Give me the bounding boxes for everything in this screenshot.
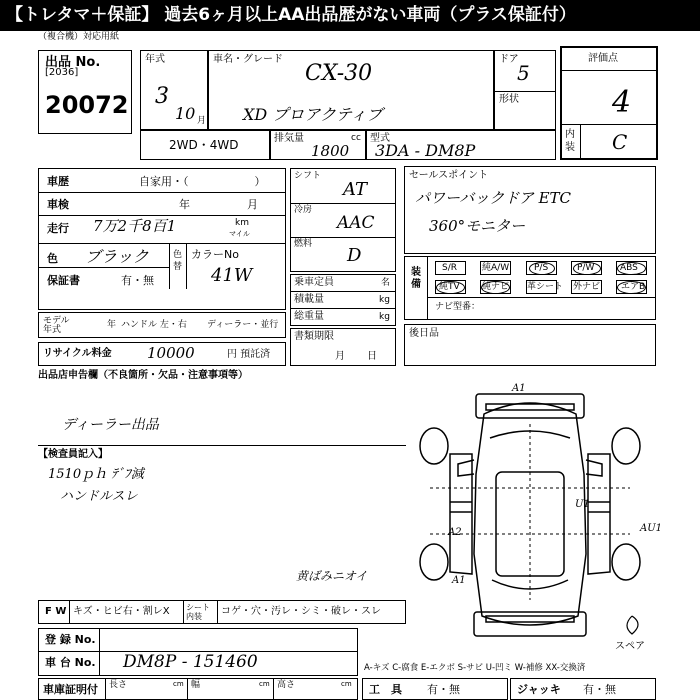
height-cm: cm bbox=[341, 680, 352, 688]
cc-label: 排気量 bbox=[274, 133, 304, 144]
year-value: 3 bbox=[155, 84, 169, 109]
shaken-label: 車検 bbox=[47, 198, 69, 211]
tools-options: 有・無 bbox=[427, 683, 460, 696]
registration-box bbox=[38, 628, 358, 676]
color-value: ブラック bbox=[85, 247, 149, 266]
lot-number: 20072 bbox=[45, 91, 129, 119]
drive-value: 2WD・4WD bbox=[169, 138, 239, 152]
fw-label: F W bbox=[45, 606, 67, 617]
inspector-note-1: 1510ｐｈ ﾃﾞﾌ減 bbox=[48, 467, 144, 482]
period-unit: 月日 bbox=[335, 351, 399, 362]
interior-value: C bbox=[612, 130, 628, 154]
history-label: 車歴 bbox=[47, 175, 69, 188]
equip-ps: P/S bbox=[526, 261, 557, 275]
equip-tv: 純TV bbox=[435, 280, 466, 294]
jack-options: 有・無 bbox=[583, 683, 616, 696]
type-label: 型式 bbox=[370, 133, 390, 144]
doors-box bbox=[494, 50, 556, 130]
load-unit: kg bbox=[379, 295, 390, 305]
report-note: ディーラー出品 bbox=[62, 417, 159, 433]
seat-label: シート内装 bbox=[186, 603, 210, 621]
fuel-value: D bbox=[347, 245, 362, 266]
cc-box bbox=[270, 130, 366, 160]
color-change-label: 色替 bbox=[173, 250, 183, 272]
seat-options: コゲ・穴・汚レ・シミ・破レ・スレ bbox=[221, 606, 381, 617]
shape-label: 形状 bbox=[499, 94, 519, 105]
inspector-note-2: ハンドルスレ bbox=[60, 489, 138, 504]
name-box bbox=[208, 50, 494, 130]
length-cm: cm bbox=[173, 680, 184, 688]
score-value: 4 bbox=[612, 85, 632, 120]
doors-value: 5 bbox=[517, 61, 530, 85]
year-label: 年式 bbox=[145, 54, 165, 65]
month-unit: 月 bbox=[197, 116, 207, 126]
car-grade: XD プロアクティブ bbox=[243, 105, 383, 124]
mileage-label: 走行 bbox=[47, 222, 69, 235]
equip-aw: 純A/W bbox=[482, 263, 510, 273]
car-diagram bbox=[410, 384, 650, 642]
fuel-label: 燃料 bbox=[294, 239, 313, 249]
score-box bbox=[560, 46, 658, 160]
shaken-month: 月 bbox=[247, 198, 258, 211]
cert-box bbox=[38, 678, 358, 700]
lot-label: 出品 No. bbox=[45, 55, 101, 70]
type-value: 3DA - DM8P bbox=[375, 141, 476, 160]
report-label: 出品店申告欄（不良箇所・欠品・注意事項等） bbox=[38, 370, 248, 381]
later-box bbox=[404, 324, 656, 366]
lot-box bbox=[38, 50, 132, 134]
model-suffix: 年 bbox=[107, 320, 117, 330]
mileage-unit-km: km bbox=[235, 218, 249, 228]
interior-label: 内装 bbox=[565, 129, 575, 153]
warranty-label: 保証書 bbox=[47, 274, 80, 287]
damage-mark-front: A1 bbox=[512, 383, 526, 394]
ac-label: 冷房 bbox=[294, 205, 313, 215]
damage-legend: A-キズ C-腐食 E-エクボ S-サビ U-凹ミ W-補修 XX-交換済 bbox=[364, 663, 586, 673]
capacity-unit: 名 bbox=[381, 278, 391, 288]
fw-options: キズ・ヒビ右・割レX bbox=[73, 606, 170, 617]
equip-sr: S/R bbox=[435, 261, 466, 275]
jack-box bbox=[510, 678, 656, 700]
weight-label: 総重量 bbox=[294, 311, 324, 322]
fw-seat-box bbox=[38, 600, 406, 624]
recycle-suffix: 円 預託済 bbox=[227, 349, 271, 360]
tools-label: 工 具 bbox=[369, 683, 402, 696]
equip-label: 装備 bbox=[411, 267, 421, 290]
load-label: 積載量 bbox=[294, 294, 324, 305]
shaken-year: 年 bbox=[179, 198, 190, 211]
import-label: ディーラー・並行 bbox=[207, 320, 279, 330]
mileage-unit-mile: マイル bbox=[229, 230, 250, 238]
ac-value: AAC bbox=[337, 213, 375, 233]
score-label: 評価点 bbox=[588, 53, 618, 64]
equip-pw: P/W bbox=[571, 261, 602, 275]
name-label: 車名・グレード bbox=[213, 54, 283, 65]
sales-label: セールスポイント bbox=[409, 170, 489, 181]
later-label: 後日品 bbox=[409, 328, 439, 339]
cc-value: 1800 bbox=[311, 142, 350, 160]
cert-label: 車庫証明付 bbox=[43, 683, 98, 696]
equip-abs: ABS bbox=[616, 261, 647, 275]
car-name: CX-30 bbox=[305, 61, 373, 86]
jack-label: ジャッキ bbox=[517, 683, 561, 696]
recycle-label: リサイクル料金 bbox=[43, 348, 112, 359]
middle-box bbox=[290, 168, 396, 272]
color-label: 色 bbox=[47, 252, 58, 265]
model-label: モデル年式 bbox=[43, 316, 70, 335]
capacity-box bbox=[290, 274, 396, 326]
length-label: 長さ bbox=[109, 680, 128, 690]
month-value: 10 bbox=[175, 104, 196, 123]
doors-label: ドア bbox=[499, 54, 519, 65]
weight-unit: kg bbox=[379, 312, 390, 322]
tools-box bbox=[362, 678, 508, 700]
type-box bbox=[366, 130, 556, 160]
shift-value: AT bbox=[343, 179, 368, 200]
damage-mark-right: AU1 bbox=[640, 523, 663, 534]
year-box bbox=[140, 50, 208, 130]
warranty-options: 有・無 bbox=[121, 274, 154, 287]
model-box bbox=[38, 312, 286, 338]
history-options: 自家用・（ ） bbox=[139, 175, 266, 188]
color-no-label: カラーNo bbox=[191, 248, 239, 261]
period-box bbox=[290, 328, 399, 366]
damage-mark-left: A2 bbox=[448, 527, 462, 538]
drive-box bbox=[140, 130, 270, 160]
banner: 【トレタマ＋保証】 過去6ヶ月以上AA出品歴がない車両（プラス保証付） bbox=[0, 0, 700, 31]
chassis-label: 車 台 No. bbox=[45, 656, 96, 669]
navi-label: ナビ型番： bbox=[435, 302, 481, 312]
damage-mark-rear: A1 bbox=[452, 575, 466, 586]
capacity-label: 乗車定員 bbox=[294, 277, 334, 288]
height-label: 高さ bbox=[277, 680, 296, 690]
equip-navi: 純ナビ bbox=[482, 282, 510, 292]
cc-unit: cc bbox=[351, 133, 361, 143]
sales-box bbox=[404, 166, 656, 254]
chassis-value: DM8P - 151460 bbox=[123, 652, 258, 672]
equip-ext-navi: 外ナビ bbox=[573, 282, 601, 292]
width-label: 幅 bbox=[191, 680, 201, 690]
sales-line1: パワーバックドア ETC bbox=[415, 189, 572, 207]
recycle-value: 10000 bbox=[147, 344, 195, 362]
period-label: 書類期限 bbox=[294, 331, 334, 342]
equip-leather: 革シート bbox=[527, 282, 564, 292]
left-info-box bbox=[38, 168, 286, 310]
inspector-label: 【検査員記入】 bbox=[38, 449, 108, 460]
width-cm: cm bbox=[259, 680, 270, 688]
mileage-value: 7万2千8百1 bbox=[93, 217, 177, 235]
equip-airbag: エアB bbox=[616, 280, 647, 294]
color-no-value: 41W bbox=[211, 265, 253, 286]
spare-label: スペア bbox=[615, 641, 645, 652]
lot-sub: [2036] bbox=[45, 67, 79, 78]
reg-label: 登 録 No. bbox=[45, 633, 96, 646]
recycle-box bbox=[38, 342, 286, 366]
damage-mark-side: U1 bbox=[575, 499, 590, 510]
handle-label: ハンドル 左・右 bbox=[121, 320, 187, 330]
fukugo-label: （複合機）対応用紙 bbox=[38, 32, 120, 42]
shift-label: シフト bbox=[294, 171, 322, 181]
sales-line2: 360°モニター bbox=[429, 217, 526, 235]
diagram-note: 黄ばみニオイ bbox=[296, 569, 368, 583]
